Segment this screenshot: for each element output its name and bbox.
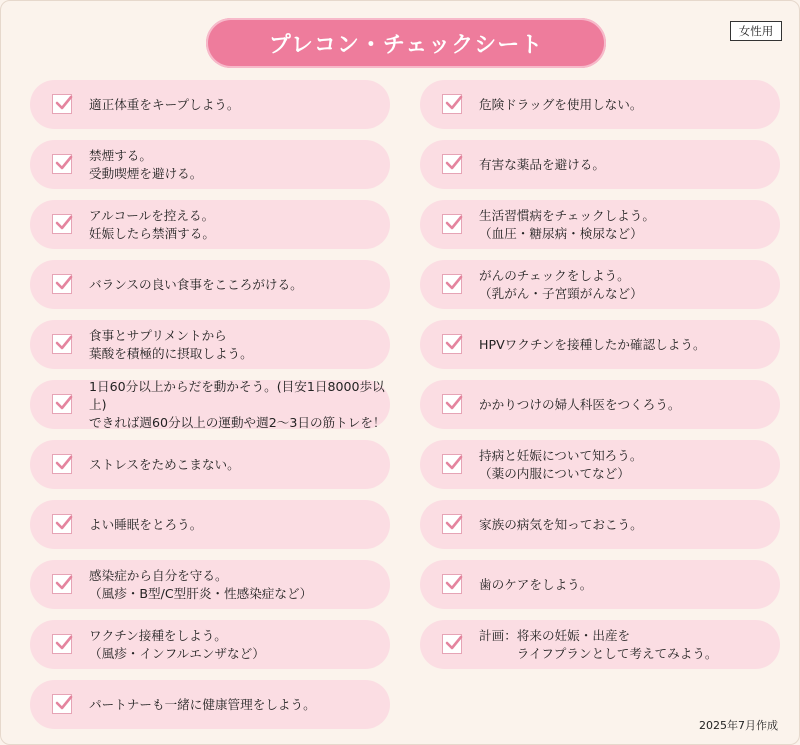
checkbox-checked-icon[interactable] xyxy=(52,514,72,534)
checklist-item-right[interactable] xyxy=(420,500,780,549)
checklist-item-left[interactable] xyxy=(30,560,390,609)
checkbox-checked-icon[interactable] xyxy=(442,94,462,114)
plan-text: 将来の妊娠・出産を ライフプランとして考えてみよう。 xyxy=(516,627,718,661)
checklist-item-label: アルコールを控える。 妊娠したら禁酒する。 xyxy=(89,207,215,241)
checkbox-checked-icon[interactable] xyxy=(52,394,72,414)
checklist-item-right[interactable] xyxy=(420,560,780,609)
checklist-item-right[interactable] xyxy=(420,80,780,129)
checklist-item-right[interactable] xyxy=(420,260,780,309)
checklist-item-right[interactable] xyxy=(420,320,780,369)
plan-heading: 計画： xyxy=(479,627,517,643)
checkbox-checked-icon[interactable] xyxy=(442,394,462,414)
checkbox-checked-icon[interactable] xyxy=(52,574,72,594)
checkbox-checked-icon[interactable] xyxy=(442,514,462,534)
checklist-item-left[interactable] xyxy=(30,200,390,249)
checkbox-checked-icon[interactable] xyxy=(52,634,72,654)
checkbox-checked-icon[interactable] xyxy=(442,214,462,234)
checklist-item-label: がんのチェックをしよう。 （乳がん・子宮頸がんなど） xyxy=(479,267,643,301)
checklist-item-label: 1日60分以上からだを動かそう。(目安1日8000歩以上) できれば週60分以上の運動や週2～3日の筋トレを！ xyxy=(89,378,386,430)
creation-date: 2025年7月作成 xyxy=(699,719,778,732)
checkbox-checked-icon[interactable] xyxy=(52,334,72,354)
checklist-item-right[interactable] xyxy=(420,380,780,429)
checklist-item-left[interactable] xyxy=(30,260,390,309)
checklist-item-left[interactable] xyxy=(30,140,390,189)
checklist-item-label: 感染症から自分を守る。 （風疹・B型/C型肝炎・性感染症など） xyxy=(89,567,313,601)
checklist-item-left[interactable] xyxy=(30,440,390,489)
checklist-item-label: パートナーも一緒に健康管理をしよう。 xyxy=(89,696,316,712)
checkbox-checked-icon[interactable] xyxy=(52,454,72,474)
checklist-item-label: 家族の病気を知っておこう。 xyxy=(479,516,643,532)
checkbox-checked-icon[interactable] xyxy=(442,154,462,174)
page-title-text: プレコン・チェックシート xyxy=(268,32,544,58)
checkbox-checked-icon[interactable] xyxy=(442,634,462,654)
checklist-item-label: よい睡眠をとろう。 xyxy=(89,516,203,532)
checklist-item-left[interactable] xyxy=(30,80,390,129)
checklist-item-label: ワクチン接種をしよう。 （風疹・インフルエンザなど） xyxy=(89,627,265,661)
checkbox-checked-icon[interactable] xyxy=(52,94,72,114)
checklist-item-label: バランスの良い食事をこころがける。 xyxy=(89,276,303,292)
checklist-item-left[interactable] xyxy=(30,620,390,669)
checklist-item-label: 適正体重をキープしよう。 xyxy=(89,96,240,112)
checklist-item-label: 食事とサプリメントから 葉酸を積極的に摂取しよう。 xyxy=(89,327,253,361)
checklist-item-label: 危険ドラッグを使用しない。 xyxy=(479,96,643,112)
checklist-item-label: 有害な薬品を避ける。 xyxy=(479,156,605,172)
checklist-item-plan[interactable] xyxy=(420,620,780,669)
checklist-item-left[interactable] xyxy=(30,680,390,729)
checkbox-checked-icon[interactable] xyxy=(442,274,462,294)
checklist-item-label: かかりつけの婦人科医をつくろう。 xyxy=(479,396,681,412)
checklist-item-label: HPVワクチンを接種したか確認しよう。 xyxy=(479,336,706,352)
checklist-item-left[interactable] xyxy=(30,500,390,549)
checklist-item-label: 持病と妊娠について知ろう。 （薬の内服についてなど） xyxy=(479,447,643,481)
checklist-item-label: 歯のケアをしよう。 xyxy=(479,576,593,592)
checkbox-checked-icon[interactable] xyxy=(52,274,72,294)
checkbox-checked-icon[interactable] xyxy=(52,694,72,714)
audience-tag: 女性用 xyxy=(730,21,782,41)
checklist-item-label: 生活習慣病をチェックしよう。 （血圧・糖尿病・検尿など） xyxy=(479,207,655,241)
checklist-item-right[interactable] xyxy=(420,140,780,189)
checklist-item-right[interactable] xyxy=(420,200,780,249)
checklist-item-left[interactable] xyxy=(30,320,390,369)
plan-label xyxy=(479,627,718,663)
checkbox-checked-icon[interactable] xyxy=(52,214,72,234)
checkbox-checked-icon[interactable] xyxy=(442,334,462,354)
checklist-item-right[interactable] xyxy=(420,440,780,489)
checkbox-checked-icon[interactable] xyxy=(52,154,72,174)
checklist-item-label: ストレスをためこまない。 xyxy=(89,456,240,472)
checkbox-checked-icon[interactable] xyxy=(442,574,462,594)
checklist-item-left[interactable] xyxy=(30,380,390,429)
checklist-item-label: 禁煙する。 受動喫煙を避ける。 xyxy=(89,147,203,181)
checkbox-checked-icon[interactable] xyxy=(442,454,462,474)
